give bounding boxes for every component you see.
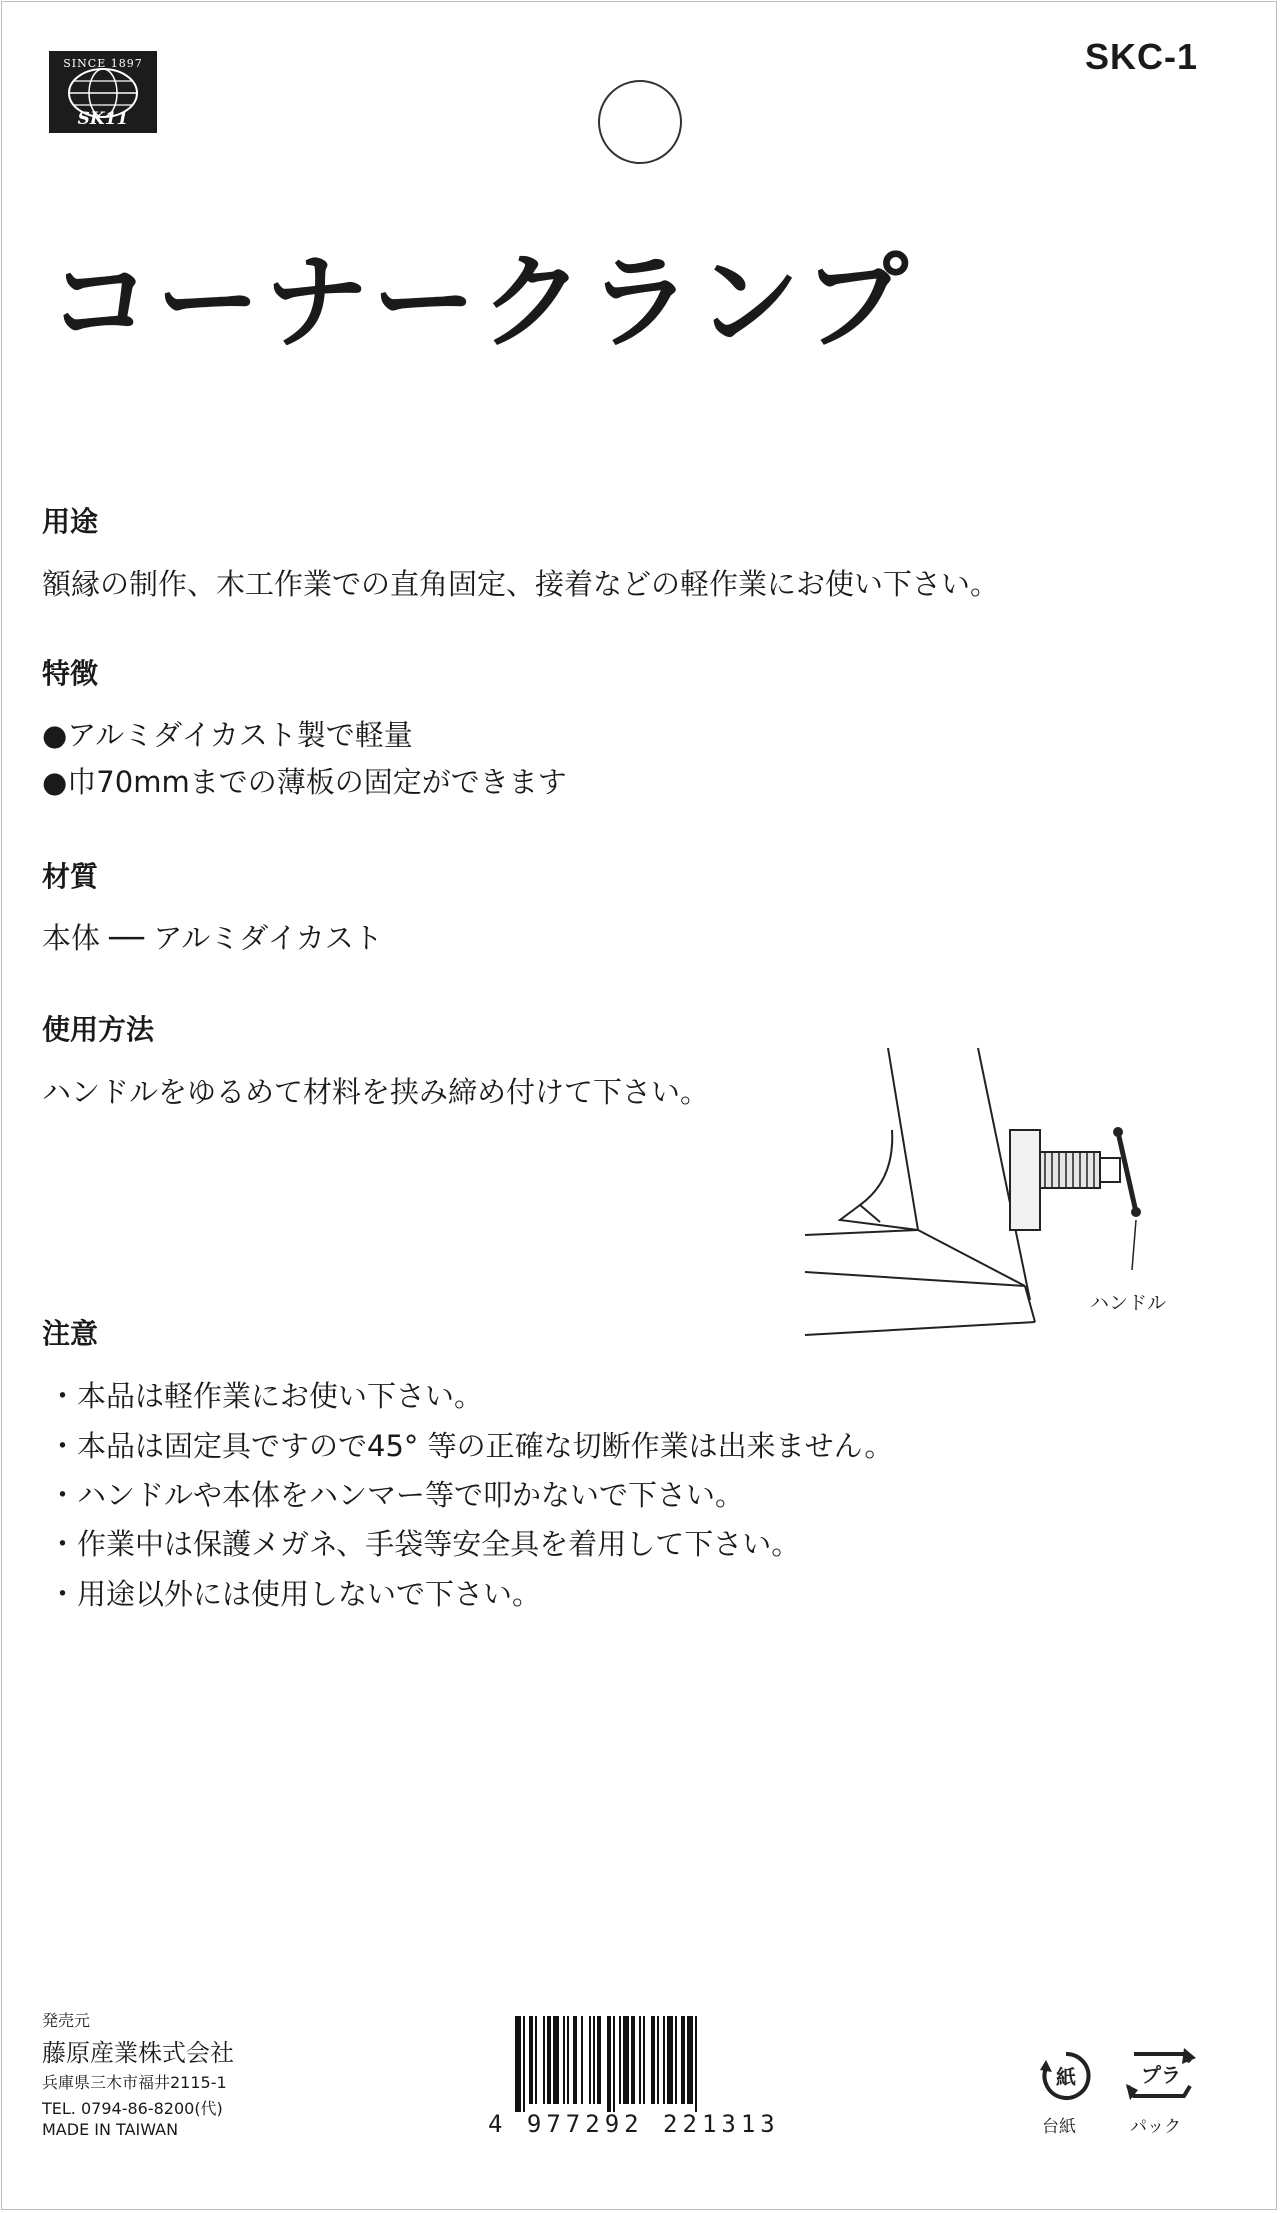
paper-recycle-icon: [1038, 2048, 1094, 2104]
publisher-label: 発売元: [42, 2011, 91, 2030]
product-title: コーナークランプ: [48, 241, 913, 363]
how-to-use-heading: 使用方法: [42, 1013, 155, 1046]
caution-item: ・本品は軽作業にお使い下さい。: [48, 1379, 484, 1413]
feature-item: ●巾70mmまでの薄板の固定ができます: [42, 765, 567, 799]
hang-hole: [598, 80, 682, 164]
caution-item: ・用途以外には使用しないで下さい。: [48, 1577, 542, 1611]
company-name: 藤原産業株式会社: [42, 2039, 234, 2067]
paper-recycle-label: 台紙: [1042, 2117, 1076, 2137]
caution-item: ・本品は固定具ですので45° 等の正確な切断作業は出来ません。: [48, 1429, 894, 1463]
plastic-recycle-mark-text: プラ: [1141, 2063, 1181, 2087]
logo-since-text: SINCE 1897: [63, 57, 143, 70]
company-address: 兵庫県三木市福井2115-1: [42, 2073, 227, 2092]
how-to-use-text: ハンドルをゆるめて材料を挟み締め付けて下さい。: [42, 1075, 710, 1109]
paper-recycle-mark-text: 紙: [1056, 2065, 1076, 2089]
company-tel: TEL. 0794-86-8200(代): [42, 2099, 223, 2118]
barcode-digits: 4 977292 221313: [488, 2110, 780, 2138]
barcode: [513, 2016, 763, 2114]
features-heading: 特徴: [42, 657, 99, 690]
plastic-recycle-icon: [1124, 2044, 1198, 2104]
plastic-recycle-label: パック: [1130, 2117, 1181, 2137]
usage-text: 額縁の制作、木工作業での直角固定、接着などの軽作業にお使い下さい。: [42, 567, 1000, 601]
model-number: SKC-1: [1085, 36, 1199, 77]
caution-item: ・作業中は保護メガネ、手袋等安全具を着用して下さい。: [48, 1527, 801, 1561]
usage-heading: 用途: [42, 505, 99, 538]
sk11-logo: [49, 51, 157, 133]
made-in: MADE IN TAIWAN: [42, 2120, 179, 2139]
handle-label: ハンドル: [1090, 1292, 1167, 1314]
feature-item: ●アルミダイカスト製で軽量: [42, 718, 413, 752]
material-heading: 材質: [42, 860, 99, 893]
logo-brand-text: SK11: [77, 109, 129, 129]
material-text: 本体 ── アルミダイカスト: [42, 921, 383, 955]
caution-item: ・ハンドルや本体をハンマー等で叩かないで下さい。: [48, 1478, 745, 1512]
cautions-heading: 注意: [42, 1317, 99, 1350]
